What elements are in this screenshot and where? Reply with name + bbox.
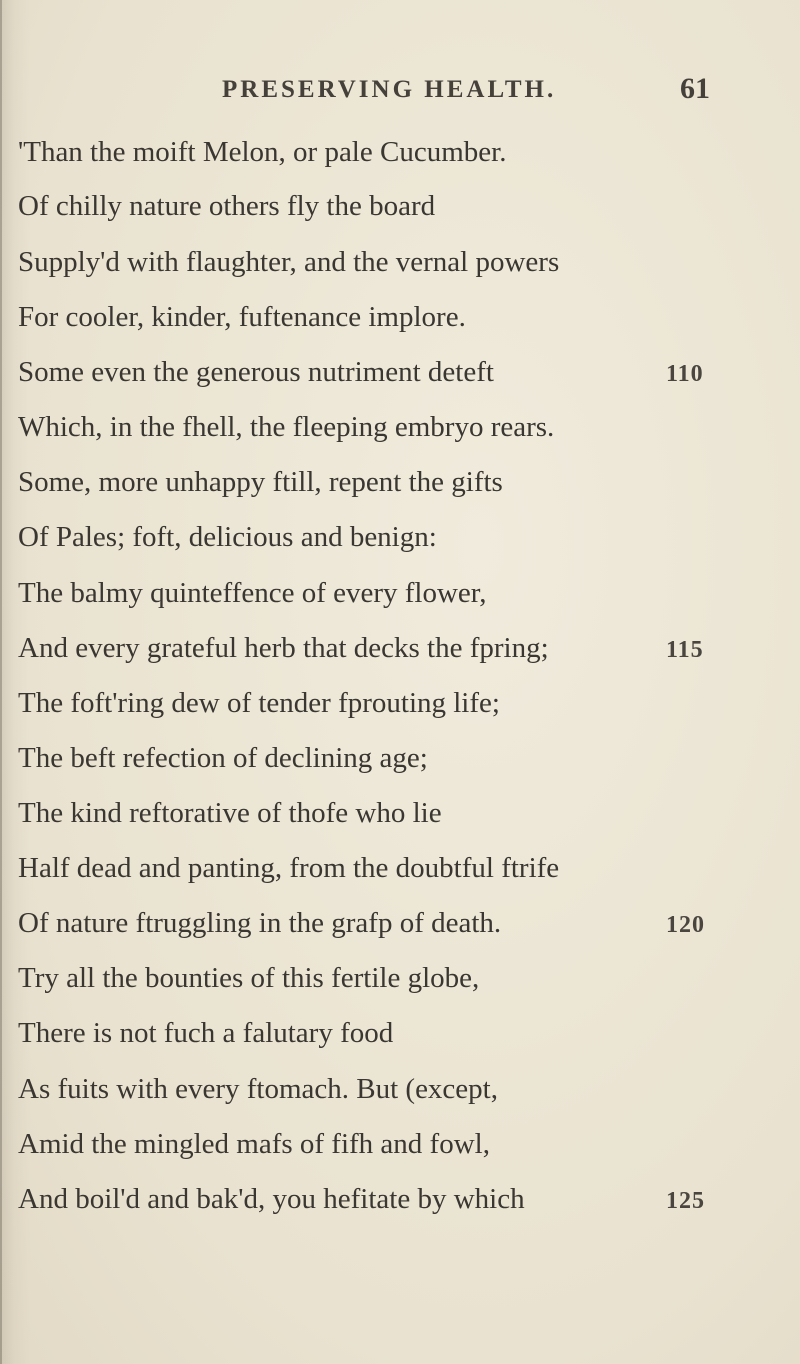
verse-line: [0, 1179, 800, 1219]
verse-line: [0, 297, 800, 337]
verse-text: Try all the bounties of this fertile globe,: [18, 962, 480, 994]
verse-text: The foft'ring dew of tender fprouting life;: [18, 687, 500, 719]
verse-line: [0, 1069, 800, 1109]
verse-text: Some even the generous nutriment deteft: [18, 356, 494, 388]
verse-text: The beft refection of declining age;: [18, 742, 428, 774]
verse-text: And every grateful herb that decks the fpring;: [18, 632, 549, 664]
verse-line: [0, 462, 800, 502]
verse-line: [0, 517, 800, 557]
verse-text: As fuits with every ftomach. But (except,: [18, 1073, 498, 1105]
verse-text: Half dead and panting, from the doubtful ftrife: [18, 852, 560, 884]
verse-line: [0, 132, 800, 172]
verse-text: Supply'd with flaughter, and the vernal powers: [18, 246, 560, 278]
verse-text: Of nature ftruggling in the grafp of death.: [18, 907, 502, 939]
line-number: 120: [666, 912, 705, 938]
page-number: 61: [680, 72, 710, 105]
verse-text: 'Than the moift Melon, or pale Cucumber.: [18, 136, 507, 168]
verse-text: Of Pales; foft, delicious and benign:: [18, 521, 437, 553]
verse-line: [0, 242, 800, 282]
verse-text: Amid the mingled mafs of fifh and fowl,: [18, 1128, 490, 1160]
verse-text: The balmy quinteffence of every flower,: [18, 577, 487, 609]
verse-line: [0, 738, 800, 778]
verse-line: [0, 573, 800, 613]
verse-line: [0, 683, 800, 723]
verse-line: [0, 628, 800, 668]
verse-line: [0, 1013, 800, 1053]
verse-text: For cooler, kinder, fuftenance implore.: [18, 301, 466, 333]
verse-text: Of chilly nature others fly the board: [18, 190, 436, 222]
verse-line: [0, 848, 800, 888]
verse-line: [0, 1124, 800, 1164]
verse-text: There is not fuch a falutary food: [18, 1017, 394, 1049]
verse-line: [0, 407, 800, 447]
running-head: PRESERVING HEALTH.: [222, 76, 557, 103]
line-number: 110: [666, 361, 704, 387]
verse-text: The kind reftorative of thofe who lie: [18, 797, 442, 829]
verse-line: [0, 903, 800, 943]
verse-line: [0, 186, 800, 226]
verse-text: And boil'd and bak'd, you hefitate by which: [18, 1183, 525, 1215]
verse-line: [0, 793, 800, 833]
verse-line: [0, 958, 800, 998]
verse-text: Which, in the fhell, the fleeping embryo rears.: [18, 411, 555, 443]
line-number: 125: [666, 1188, 705, 1214]
verse-line: [0, 352, 800, 392]
line-number: 115: [666, 637, 704, 663]
verse-text: Some, more unhappy ftill, repent the gifts: [18, 466, 503, 498]
